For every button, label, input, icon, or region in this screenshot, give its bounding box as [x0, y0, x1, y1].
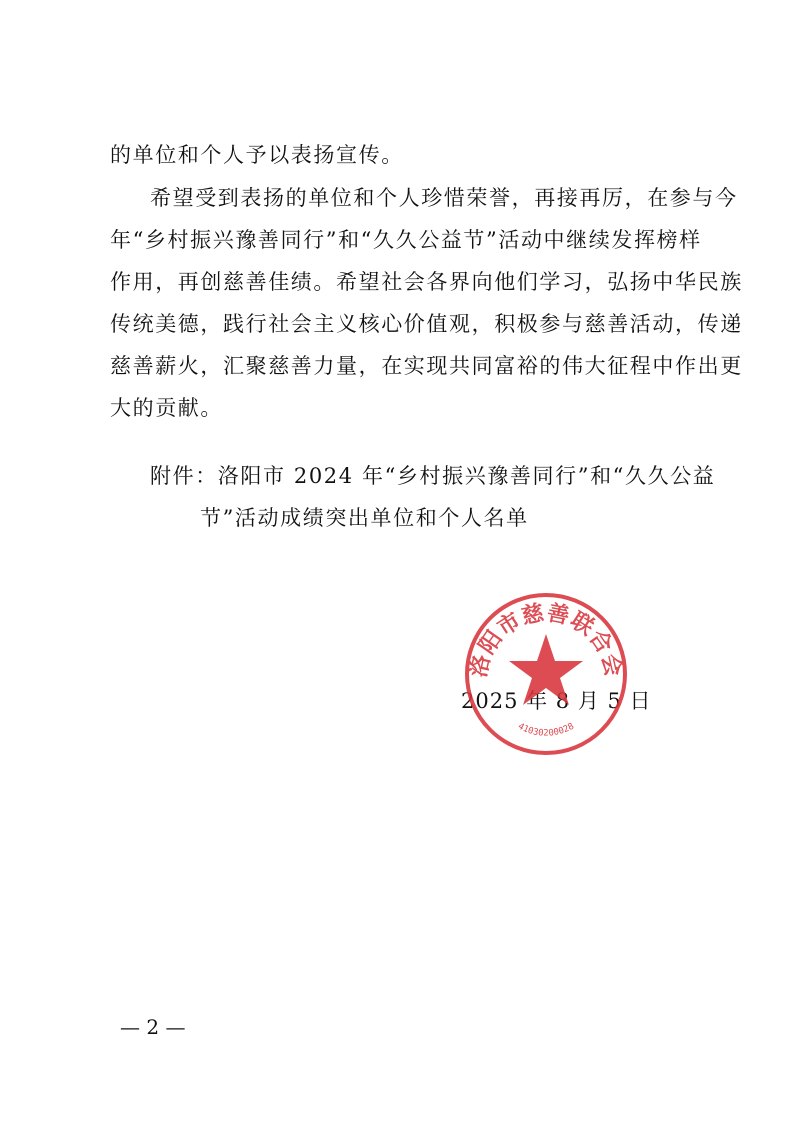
- attachment-line: 附件：洛阳市 2024 年“乡村振兴豫善同行”和“久久公益: [150, 464, 716, 488]
- paragraph-line: 作用，再创慈善佳绩。希望社会各界向他们学习，弘扬中华民族: [110, 270, 743, 294]
- paragraph-line: 年“乡村振兴豫善同行”和“久久公益节”活动中继续发挥榜样: [110, 228, 702, 252]
- seal-code-text: 41030200028: [516, 721, 576, 739]
- issue-date: 2025 年 8 月 5 日: [461, 689, 652, 713]
- seal-star-icon: [509, 634, 583, 705]
- seal-name-text: 洛阳市慈善联合会: [466, 600, 626, 680]
- paragraph-line: 大的贡献。: [110, 396, 223, 420]
- paragraph-line: 慈善薪火，汇聚慈善力量，在实现共同富裕的伟大征程中作出更: [110, 354, 743, 378]
- attachment-line: 节”活动成绩突出单位和个人名单: [200, 506, 529, 530]
- page-number: — 2 —: [120, 1015, 186, 1039]
- paragraph-line: 希望受到表扬的单位和个人珍惜荣誉，再接再厉，在参与今: [150, 186, 738, 210]
- official-seal-icon: [462, 590, 630, 758]
- paragraph-line: 的单位和个人予以表扬宣传。: [110, 143, 404, 167]
- paragraph-line: 传统美德，践行社会主义核心价值观，积极参与慈善活动，传递: [110, 312, 743, 336]
